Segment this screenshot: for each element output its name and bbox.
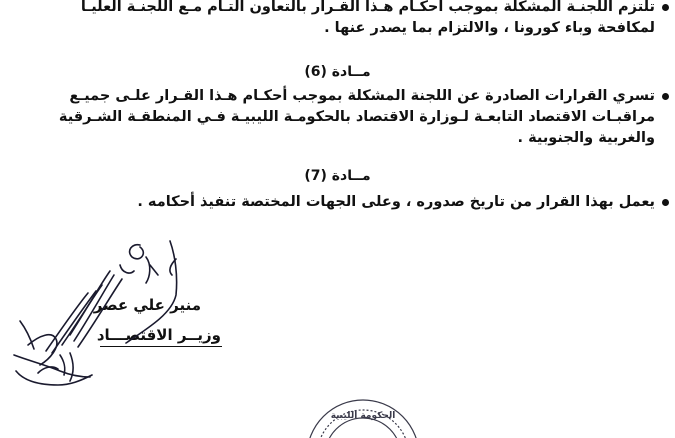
- text-line: يعمل بهذا القرار من تاريخ صدوره ، وعلى الجهات المختصة تنفيذ أحكامه .: [137, 194, 655, 210]
- text-line: والغربية والجنوبية .: [517, 130, 655, 146]
- article-5-text: [80, 0, 655, 39]
- signatory-name: منير علي عصر: [93, 296, 201, 314]
- official-seal: [298, 398, 428, 438]
- text-line: تلتزم اللجنـة المشكلة بموجب أحكـام هـذا القـرار بالتعاون التـام مـع اللجنـة العليـا: [80, 0, 655, 15]
- handwritten-signature: [0, 235, 220, 415]
- text-line: تسري القرارات الصادرة عن اللجنة المشكلة بموجب أحكـام هـذا القـرار علـى جميـع: [69, 88, 655, 104]
- article-6-heading: مــادة (6): [304, 64, 371, 80]
- text-line: مراقبـات الاقتصاد التابعـة لـوزارة الاقتصاد بالحكومـة الليبيـة فـي المنطقـة الشـرقية: [58, 109, 655, 125]
- bullet: [662, 93, 669, 100]
- signatory-title: وزيــر الاقتصـــاد: [96, 326, 221, 344]
- bullet: [662, 4, 669, 11]
- article-6-text: [58, 86, 655, 149]
- bullet: [662, 199, 669, 206]
- article-7-text: [95, 192, 655, 213]
- svg-text:الحكومة الليبية: الحكومة الليبية: [330, 411, 396, 421]
- article-7-heading: مــادة (7): [304, 168, 371, 184]
- text-line: لمكافحة وباء كورونا ، والالتزام بما يصدر عنها .: [324, 20, 655, 36]
